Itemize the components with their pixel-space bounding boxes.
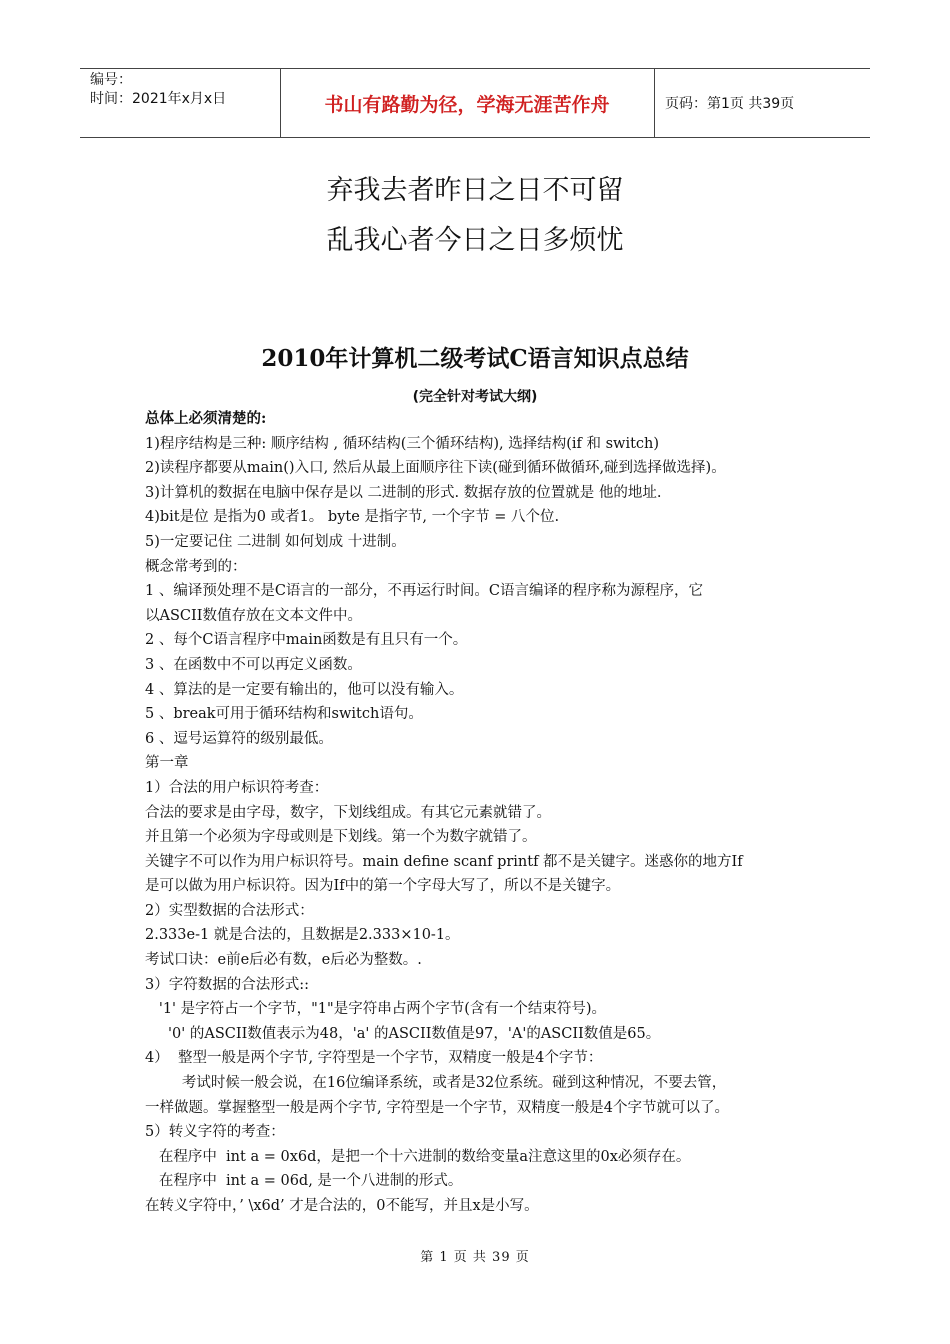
body-line: 概念常考到的： bbox=[145, 558, 247, 575]
header-number-label: 编号： bbox=[90, 72, 132, 88]
body-line: 在程序中 int a = 0x6d，是把一个十六进制的数给变量a注意这里的0x必须存在。 bbox=[145, 1148, 691, 1165]
body-line: 4） 整型一般是两个字节, 字符型是一个字节，双精度一般是4个字节： bbox=[145, 1050, 603, 1067]
header-motto: 书山有路勤为径，学海无涯苦作舟 bbox=[324, 93, 610, 116]
body-line: 1)程序结构是三种: 顺序结构 , 循环结构(三个循环结构), 选择结构(if 和 switch) bbox=[145, 435, 660, 452]
body-line: 5）转义字符的考查： bbox=[145, 1124, 285, 1141]
body-line: 3)计算机的数据在电脑中保存是以 二进制的形式. 数据存放的位置就是 他的地址. bbox=[145, 484, 662, 501]
body-line: 3）字符数据的合法形式:: bbox=[145, 976, 309, 993]
header-meta bbox=[80, 69, 280, 137]
body-line: '0' 的ASCII数值表示为48，'a' 的ASCII数值是97，'A'的ASCII数值是65。 bbox=[145, 1025, 661, 1042]
body-line: 考试时候一般会说，在16位编译系统，或者是32位系统。碰到这种情况，不要去管， bbox=[145, 1075, 727, 1092]
body-line: 第一章 bbox=[145, 755, 189, 772]
body-line: 3 、在函数中不可以再定义函数。 bbox=[145, 656, 362, 673]
page-header bbox=[80, 68, 870, 138]
body-line: 1）合法的用户标识符考查： bbox=[145, 779, 329, 796]
body-line: 在程序中 int a = 06d, 是一个八进制的形式。 bbox=[145, 1173, 463, 1190]
body-line: 并且第一个必须为字母或则是下划线。第一个为数字就错了。 bbox=[145, 829, 537, 846]
body-line: 关键字不可以作为用户标识符号。main define scanf printf 都不是关键字。迷惑你的地方If bbox=[145, 853, 743, 870]
page-footer: 第 1 页 共 39 页 bbox=[420, 1250, 530, 1265]
body-line: 2)读程序都要从main()入口, 然后从最上面顺序往下读(碰到循环做循环,碰到选择做选择)。 bbox=[145, 460, 726, 477]
body-line: 一样做题。掌握整型一般是两个字节, 字符型是一个字节，双精度一般是4个字节就可以了。 bbox=[145, 1099, 729, 1116]
header-page-label: 页码：第1页 共39页 bbox=[665, 96, 795, 112]
body-line: 5)一定要记住 二进制 如何划成 十进制。 bbox=[145, 533, 406, 550]
poem-line-2: 乱我心者今日之日多烦忧 bbox=[326, 225, 624, 256]
body-line: 总体上必须清楚的: bbox=[145, 410, 267, 427]
header-date-label: 时间：2021年x月x日 bbox=[90, 91, 227, 107]
body-line: 5 、break可用于循环结构和switch语句。 bbox=[145, 706, 423, 723]
body-line: 4 、算法的是一定要有输出的，他可以没有输入。 bbox=[145, 681, 464, 698]
body-line: 6 、逗号运算符的级别最低。 bbox=[145, 730, 333, 747]
body-line: 是可以做为用户标识符。因为If中的第一个字母大写了，所以不是关键字。 bbox=[145, 878, 621, 895]
poem-line-1: 弃我去者昨日之日不可留 bbox=[326, 175, 624, 206]
body-line: 2.333e-1 就是合法的，且数据是2.333×10-1。 bbox=[145, 927, 460, 944]
body-line: 1 、编译预处理不是C语言的一部分，不再运行时间。C语言编译的程序称为源程序，它 bbox=[145, 583, 704, 600]
body-line: '1' 是字符占一个字节，"1"是字符串占两个字节(含有一个结束符号)。 bbox=[145, 1001, 607, 1018]
document-subtitle: (完全针对考试大纲) bbox=[412, 389, 538, 405]
body-line: 合法的要求是由字母，数字，下划线组成。有其它元素就错了。 bbox=[145, 804, 551, 821]
body-line: 4)bit是位 是指为0 或者1。 byte 是指字节, 一个字节 = 八个位. bbox=[145, 509, 560, 526]
body-line: 2）实型数据的合法形式： bbox=[145, 902, 314, 919]
body-line: 2 、每个C语言程序中main函数是有且只有一个。 bbox=[145, 632, 468, 649]
document-title: 2010年计算机二级考试C语言知识点总结 bbox=[261, 345, 689, 372]
body-line: 在转义字符中，’ \x6d’ 才是合法的，0不能写，并且x是小写。 bbox=[145, 1198, 539, 1214]
document-body bbox=[145, 407, 815, 1219]
body-line: 以ASCII数值存放在文本文件中。 bbox=[145, 607, 362, 624]
body-line: 考试口诀：e前e后必有数，e后必为整数。. bbox=[145, 952, 422, 969]
